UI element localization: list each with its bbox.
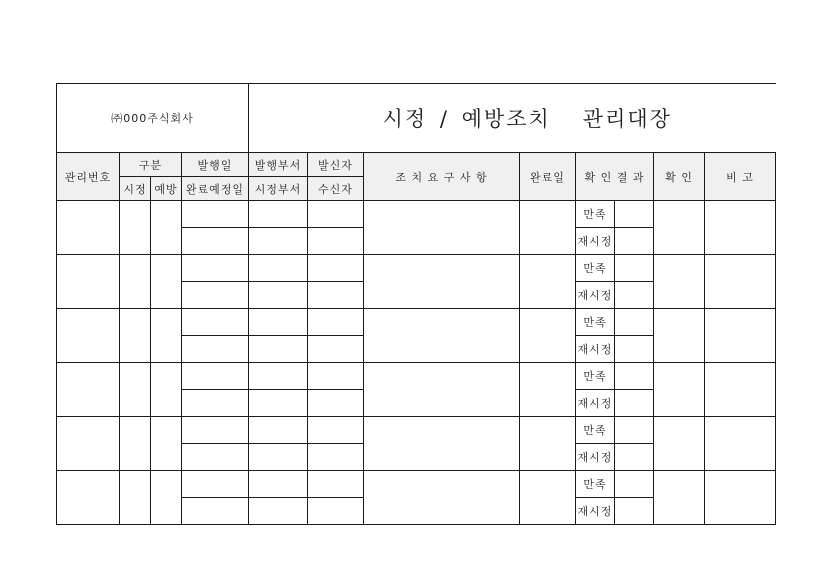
cell-sender[interactable] [308, 255, 364, 282]
cell-issue-date[interactable] [182, 201, 249, 228]
result-check-satisfied[interactable] [615, 363, 654, 390]
cell-preventive[interactable] [151, 309, 182, 363]
cell-due-date[interactable] [182, 498, 249, 525]
cell-remark[interactable] [705, 255, 776, 309]
cell-request[interactable] [364, 201, 520, 255]
result-option-satisfied: 만족 [576, 255, 615, 282]
cell-receiver[interactable] [308, 282, 364, 309]
result-check-satisfied[interactable] [615, 309, 654, 336]
header-issue-dept: 발행부서 [249, 153, 308, 177]
result-check-redo[interactable] [615, 498, 654, 525]
entry-row-top [57, 417, 776, 444]
result-check-redo[interactable] [615, 228, 654, 255]
cell-issue-date[interactable] [182, 255, 249, 282]
cell-due-date[interactable] [182, 444, 249, 471]
cell-corrective[interactable] [120, 363, 151, 417]
header-done-date: 완료일 [520, 153, 576, 201]
result-option-redo: 재시정 [576, 498, 615, 525]
cell-receiver[interactable] [308, 336, 364, 363]
cell-request[interactable] [364, 417, 520, 471]
cell-receiver[interactable] [308, 444, 364, 471]
cell-issue-date[interactable] [182, 363, 249, 390]
cell-confirm[interactable] [654, 471, 705, 525]
header-result: 확 인 결 과 [576, 153, 654, 201]
cell-remark[interactable] [705, 201, 776, 255]
entry-row-top [57, 309, 776, 336]
cell-receiver[interactable] [308, 498, 364, 525]
cell-sender[interactable] [308, 417, 364, 444]
result-check-redo[interactable] [615, 390, 654, 417]
cell-done-date[interactable] [520, 363, 576, 417]
cell-due-date[interactable] [182, 228, 249, 255]
entry-row-top [57, 255, 776, 282]
cell-due-date[interactable] [182, 390, 249, 417]
page-title [249, 84, 776, 153]
result-check-satisfied[interactable] [615, 255, 654, 282]
cell-done-date[interactable] [520, 255, 576, 309]
cell-corrective[interactable] [120, 309, 151, 363]
cell-mgmt-no[interactable] [57, 471, 120, 525]
cell-corrective[interactable] [120, 201, 151, 255]
ledger-table [56, 83, 776, 525]
cell-mgmt-no[interactable] [57, 201, 120, 255]
cell-confirm[interactable] [654, 255, 705, 309]
company-name: ㈜000주식회사 [57, 84, 249, 153]
cell-corr-dept[interactable] [249, 390, 308, 417]
result-option-satisfied: 만족 [576, 363, 615, 390]
header-receiver: 수신자 [308, 177, 364, 201]
cell-issue-dept[interactable] [249, 255, 308, 282]
cell-sender[interactable] [308, 201, 364, 228]
cell-confirm[interactable] [654, 417, 705, 471]
header-remark: 비 고 [705, 153, 776, 201]
result-option-redo: 재시정 [576, 282, 615, 309]
cell-corrective[interactable] [120, 255, 151, 309]
cell-corr-dept[interactable] [249, 228, 308, 255]
cell-preventive[interactable] [151, 417, 182, 471]
result-option-satisfied: 만족 [576, 471, 615, 498]
cell-mgmt-no[interactable] [57, 363, 120, 417]
cell-sender[interactable] [308, 363, 364, 390]
cell-issue-dept[interactable] [249, 309, 308, 336]
result-check-redo[interactable] [615, 282, 654, 309]
result-option-redo: 재시정 [576, 228, 615, 255]
result-option-satisfied: 만족 [576, 309, 615, 336]
cell-mgmt-no[interactable] [57, 309, 120, 363]
cell-issue-dept[interactable] [249, 417, 308, 444]
cell-sender[interactable] [308, 309, 364, 336]
header-corr-dept: 시정부서 [249, 177, 308, 201]
cell-receiver[interactable] [308, 390, 364, 417]
cell-done-date[interactable] [520, 201, 576, 255]
cell-done-date[interactable] [520, 417, 576, 471]
cell-confirm[interactable] [654, 309, 705, 363]
result-check-satisfied[interactable] [615, 471, 654, 498]
cell-request[interactable] [364, 309, 520, 363]
cell-issue-dept[interactable] [249, 201, 308, 228]
cell-remark[interactable] [705, 471, 776, 525]
result-option-redo: 재시정 [576, 336, 615, 363]
cell-corrective[interactable] [120, 417, 151, 471]
header-corrective: 시정 [120, 177, 151, 201]
result-check-satisfied[interactable] [615, 417, 654, 444]
header-category: 구분 [120, 153, 182, 177]
cell-corr-dept[interactable] [249, 498, 308, 525]
header-request: 조 치 요 구 사 항 [364, 153, 520, 201]
cell-request[interactable] [364, 471, 520, 525]
result-check-satisfied[interactable] [615, 201, 654, 228]
cell-done-date[interactable] [520, 309, 576, 363]
title-part-2: 관리대장 [582, 107, 672, 131]
result-option-redo: 재시정 [576, 390, 615, 417]
cell-corr-dept[interactable] [249, 336, 308, 363]
cell-receiver[interactable] [308, 228, 364, 255]
cell-remark[interactable] [705, 309, 776, 363]
cell-due-date[interactable] [182, 282, 249, 309]
entry-row-top [57, 363, 776, 390]
cell-mgmt-no[interactable] [57, 417, 120, 471]
result-check-redo[interactable] [615, 444, 654, 471]
header-preventive: 예방 [151, 177, 182, 201]
cell-preventive[interactable] [151, 471, 182, 525]
cell-request[interactable] [364, 255, 520, 309]
cell-corrective[interactable] [120, 471, 151, 525]
cell-due-date[interactable] [182, 336, 249, 363]
cell-issue-date[interactable] [182, 417, 249, 444]
header-issue-date: 발행일 [182, 153, 249, 177]
header-confirm: 확 인 [654, 153, 705, 201]
cell-confirm[interactable] [654, 201, 705, 255]
cell-corr-dept[interactable] [249, 282, 308, 309]
cell-issue-date[interactable] [182, 471, 249, 498]
header-mgmt-no: 관리번호 [57, 153, 120, 201]
result-check-redo[interactable] [615, 336, 654, 363]
cell-remark[interactable] [705, 417, 776, 471]
result-option-redo: 재시정 [576, 444, 615, 471]
entry-row-top [57, 471, 776, 498]
cell-preventive[interactable] [151, 363, 182, 417]
cell-issue-dept[interactable] [249, 363, 308, 390]
entry-row-top [57, 201, 776, 228]
cell-sender[interactable] [308, 471, 364, 498]
cell-remark[interactable] [705, 363, 776, 417]
result-option-satisfied: 만족 [576, 417, 615, 444]
cell-issue-dept[interactable] [249, 471, 308, 498]
title-part-1: 시정 / 예방조치 [382, 107, 551, 131]
cell-done-date[interactable] [520, 471, 576, 525]
header-due-date: 완료예정일 [182, 177, 249, 201]
header-sender: 발신자 [308, 153, 364, 177]
cell-request[interactable] [364, 363, 520, 417]
cell-corr-dept[interactable] [249, 444, 308, 471]
cell-confirm[interactable] [654, 363, 705, 417]
result-option-satisfied: 만족 [576, 201, 615, 228]
cell-preventive[interactable] [151, 201, 182, 255]
cell-preventive[interactable] [151, 255, 182, 309]
ledger-document [56, 83, 775, 526]
cell-issue-date[interactable] [182, 309, 249, 336]
cell-mgmt-no[interactable] [57, 255, 120, 309]
